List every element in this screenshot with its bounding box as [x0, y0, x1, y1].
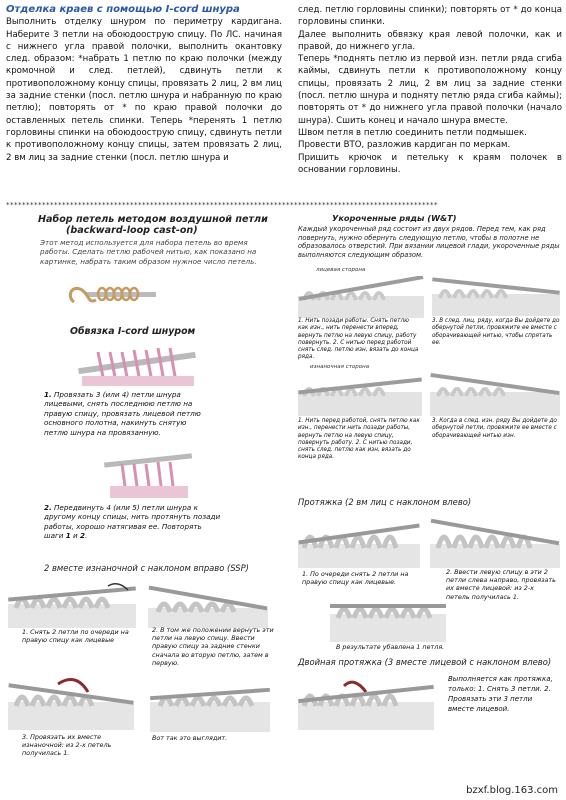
icord-step2-illustration: [104, 448, 192, 502]
ssp-panel-2: [148, 584, 268, 628]
wt-panel-4: [298, 372, 422, 416]
cast-on-text: Этот метод используется для набора петель во время работы. Сделать петлю рабочей нитью, как показано на картинке, набрать таким образом нужное число петель.: [40, 238, 257, 266]
wt-panel-2: [432, 276, 560, 316]
pull-panel-2: [430, 514, 560, 568]
cast-on-title: Набор петель методом воздушной петли (backward-loop cast-on): [38, 214, 268, 236]
pull-caption-3: В результате убавлена 1 петля.: [336, 643, 445, 651]
right-paragraph-6: Пришить крючок и петельку к краям полочек в основании горловины.: [298, 152, 562, 175]
icord-step2-text: 2. Передвинуть 4 (или 5) петли шнура к другому концу спицы, нить протянуть позади работы, хорошо натягивая ее. Повторять шаги 1 и 2.: [44, 503, 221, 541]
ssp-caption-4: Вот так это выглядит.: [152, 734, 228, 742]
top-right-column: [298, 4, 562, 176]
pull-caption-1: 1. По очереди снять 2 петли на правую спицу как лицевые.: [302, 570, 409, 587]
footer-source: bzxf.blog.163.com: [466, 785, 558, 796]
label-face-side: лицевая сторона: [316, 267, 366, 273]
icord-step1-illustration: [78, 342, 196, 388]
right-paragraph-1: след. петлю горловины спинки); повторять от * до конца горловины спинки.: [298, 5, 562, 28]
wt-caption-1: 1. Нить позади работы. Снять петлю как изн., нить перенести вперед, вернуть петлю на левую спицу, работу повернуть. 2. С нитью перед работой снять след. петлю изн, вязать до конца ряда.: [298, 318, 419, 361]
wt-caption-4: 1. Нить перед работой, снять петлю как изн., перенести нить позади работы, вернуть петлю на левую спицу, повернуть работу. 2. С нитью позади, снять след. петлю как изн, вязать до конца ряда.: [298, 418, 420, 461]
top-left-column: [6, 4, 282, 164]
pull-panel-1: [298, 514, 420, 568]
ssp-title: 2 вместе изнаночной с наклоном вправо (SSP): [44, 563, 249, 573]
wt-panel-1: [298, 276, 424, 318]
wt-text: Каждый укороченный ряд состоит из двух рядов. Перед тем, как ряд повернуть, нужно обернуть следующую петлю, чтобы в полотне не образовалось отверстий. При вязании лицевой глади, укороченные ряды выполняются следующим образом.: [298, 225, 560, 259]
asterisk-separator: ************************************************************************************************************: [6, 201, 438, 209]
double-pull-panel: [298, 672, 434, 730]
label-back-side: изнаночная сторона: [310, 364, 370, 370]
wt-caption-5: 3. Когда в след. изн. ряду Вы дойдете до обернутой петли, провяжите ее вместе с оборачивающей нитью изн.: [432, 418, 557, 439]
pull-title: Протяжка (2 вм лиц с наклоном влево): [298, 497, 472, 507]
pull-caption-2: 2. Ввести левую спицу в эти 2 петли слева направо, провязать их вместе лицевой: из 2-х петель получилась 1.: [446, 568, 556, 601]
ssp-caption-2: 2. В том же положении вернуть эти петли на левую спицу. Ввести правую спицу за задние стенки сначала во вторую петлю, затем в первую.: [152, 626, 274, 667]
wt-title: Укороченные ряды (W&T): [332, 213, 457, 223]
ssp-panel-4: [150, 680, 270, 732]
right-paragraph-3: Теперь *поднять петлю из первой изн. петли ряда сгиба каймы, сдвинуть петли к противоположному концу спицы, провязать 2 лиц, 2 вм лиц за задние стенки (посл. петлю шнура и подняту петлю ряда сгиба каймы); повторять от * до нижнего угла правой полочки (начало шнура). Сшить конец и начало шнура вместе.: [298, 54, 562, 126]
wt-panel-5: [430, 372, 560, 416]
double-pull-text: Выполняется как протяжка, только: 1. Снять 3 петли. 2. Провязать эти 3 петли вместе лицевой.: [448, 675, 553, 713]
right-paragraph-4: Швом петля в петлю соединить петли подмышек.: [298, 127, 527, 138]
ssp-panel-3: [8, 674, 134, 730]
cast-on-illustration: [66, 280, 156, 310]
double-pull-title: Двойная протяжка (3 вместе лицевой с наклоном влево): [298, 657, 552, 667]
ssp-panel-1: [8, 578, 136, 628]
right-paragraph-2: Далее выполнить обвязку края левой полочки, как и правой, до нижнего угла.: [298, 29, 562, 52]
ssp-caption-3: 3. Провязать их вместе изнаночной: из 2-х петель получилась 1.: [22, 733, 112, 758]
ssp-caption-1: 1. Снять 2 петли по очереди на правую спицу как лицевые: [22, 628, 129, 645]
pull-panel-3: [330, 596, 446, 642]
right-paragraph-5: Провести ВТО, разложив кардиган по меркам.: [298, 140, 511, 151]
icord-step1-text: 1. Провязать 3 (или 4) петли шнура лицевыми, снять последнюю петлю на правую спицу, провязать лицевой петлю основного полотна, накинуть снятую петлю шнура на провязанную.: [44, 390, 201, 437]
icord-finish-text: Выполнить отделку шнуром по периметру кардигана. Наберите 3 петли на обоюдоострую спицу. По ЛС. начиная с нижнего угла правой полочки, выполнить окантовку след. образом: *набрать 1 петлю по краю полочки (между кромочной и след. петлей), сдвинуть петли к противоположному концу спицы, провязать 2 лиц, 2 вм лиц за задние стенки (посл. петлю шнура и набранную по краю петлю); повторять от * по краю правой полочки до оставленных петель спинки. Теперь *перенять 1 петлю горловины спинки на обоюдоострую спицу, сдвинуть петли к противоположному концу спицы, затем провязать 2 лиц, 2 вм лиц за задние стенки (посл. петлю шнура и: [6, 17, 282, 163]
wt-caption-3: 3. В след. лиц. ряду, когда Вы дойдете до обернутой петли, провяжите ее вместе с оборачивающей нитью, чтобы спрятать ее.: [432, 318, 560, 346]
icord-finish-title: Отделка краев с помощью I-cord шнура: [6, 4, 240, 15]
icord-title: Обвязка I-cord шнуром: [70, 326, 196, 337]
